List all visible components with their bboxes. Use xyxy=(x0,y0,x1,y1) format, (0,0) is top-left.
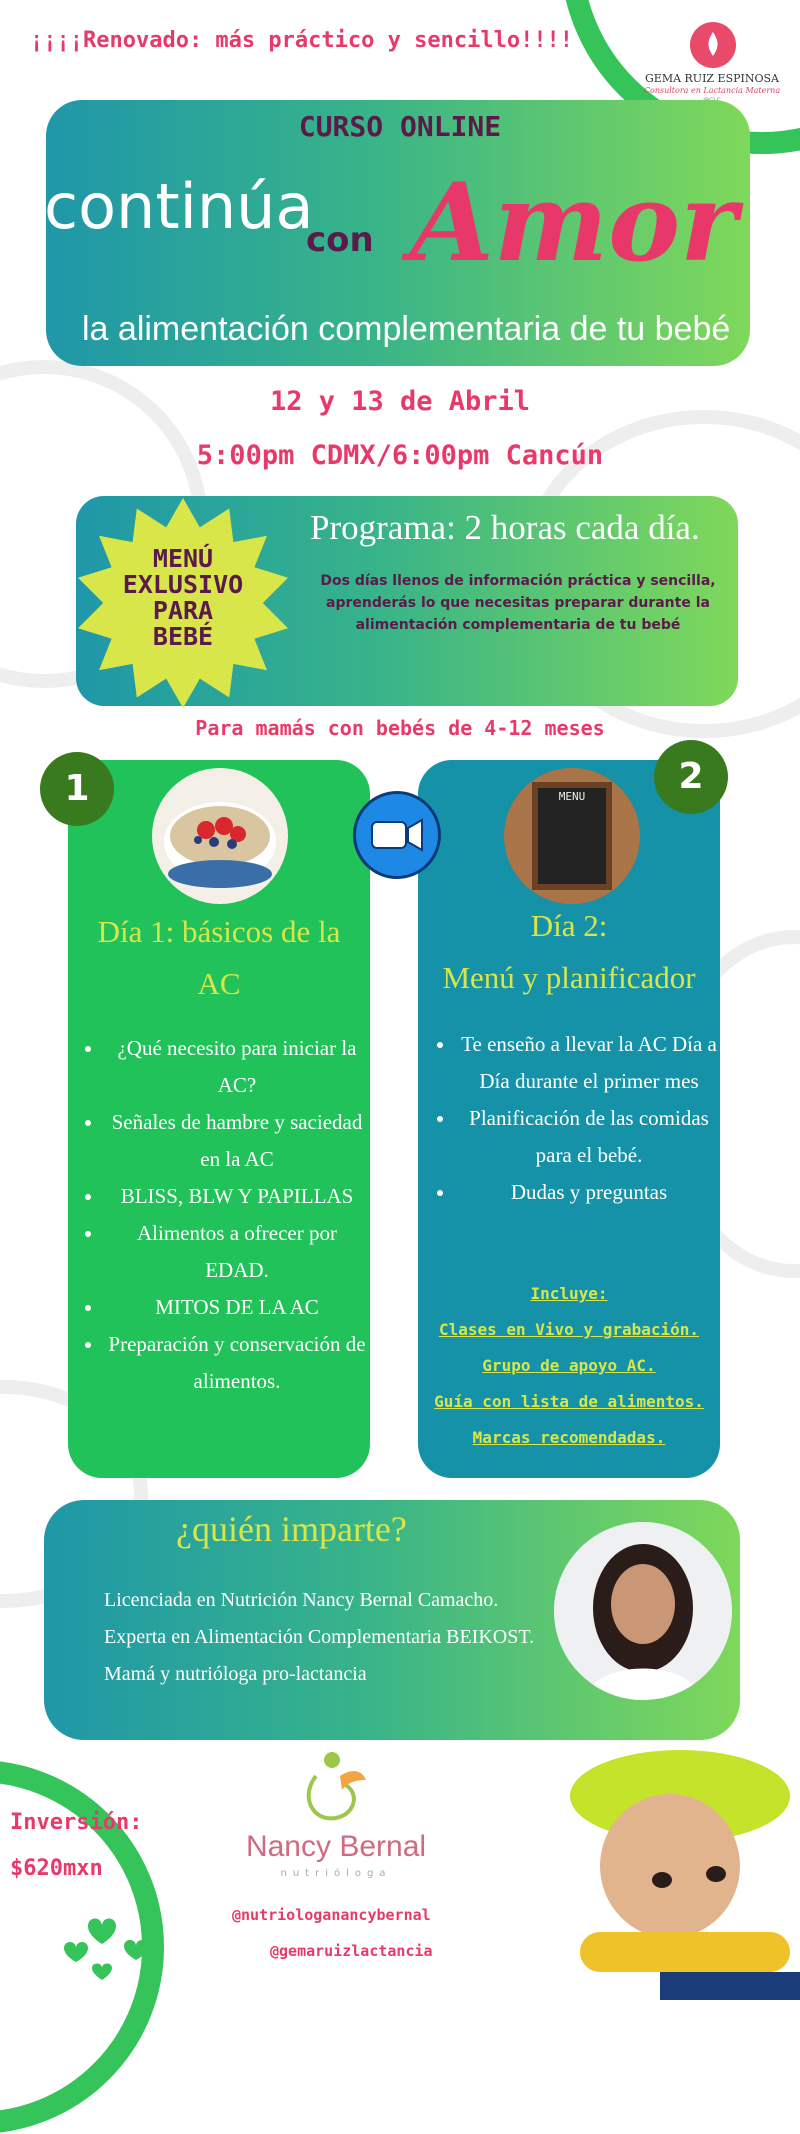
course-dates: 12 y 13 de Abril xyxy=(269,386,531,417)
social-handle[interactable]: @gemaruizlactancia xyxy=(270,1942,433,1960)
includes-title: Incluye: xyxy=(530,1284,608,1303)
day2-title-line1: Día 2: xyxy=(530,908,608,943)
audience-text: Para mamás con bebés de 4-12 meses xyxy=(195,716,605,740)
hero-line-2: con xyxy=(306,220,374,260)
list-item: • Alimentos a ofrecer por EDAD. xyxy=(104,1215,370,1289)
includes-item: Clases en Vivo y grabación. xyxy=(438,1320,700,1339)
price-label: Inversión: xyxy=(10,1810,143,1835)
oatmeal-bowl-image xyxy=(152,768,288,904)
instructor-bio-line: Licenciada en Nutrición Nancy Bernal Camacho. xyxy=(104,1589,499,1611)
day1-topic-list xyxy=(76,1030,370,1400)
hero-line-1: continúa xyxy=(44,170,314,243)
program-description: Dos días llenos de información práctica y sencilla, aprenderás lo que necesitas preparar durante la alimentación complementaria de tu bebé xyxy=(320,573,716,633)
day1-number-badge: 1 xyxy=(40,752,114,826)
instructor-bio-line: Experta en Alimentación Complementaria BEIKOST. xyxy=(104,1626,535,1648)
hero-line-3: la alimentación complementaria de tu bebé xyxy=(82,310,731,348)
logo-subtitle: Consultora en Lactancia Materna xyxy=(643,86,781,95)
menu-chalkboard-image xyxy=(504,768,640,904)
day2-title-line2: Menú y planificador xyxy=(442,960,696,995)
hearts-icon xyxy=(58,1906,178,1986)
day2-topic-list xyxy=(428,1026,722,1211)
day2-number-badge: 2 xyxy=(654,740,728,814)
day1-title: Día 1: básicos de la AC xyxy=(97,914,341,1001)
brand-name: Nancy Bernal xyxy=(245,1830,427,1863)
gema-logo-icon xyxy=(690,22,736,68)
list-item: • Preparación y conservación de alimentos. xyxy=(104,1326,370,1400)
baby-eating-corn-image xyxy=(540,1746,800,2000)
list-item: • BLISS, BLW Y PAPILLAS xyxy=(104,1178,370,1215)
hero-highlight: Amor xyxy=(410,160,738,286)
course-times: 5:00pm CDMX/6:00pm Cancún xyxy=(196,440,604,471)
video-camera-icon xyxy=(353,791,441,879)
list-item: • MITOS DE LA AC xyxy=(104,1289,370,1326)
list-item: • Te enseño a llevar la AC Día a Día durante el primer mes xyxy=(456,1026,722,1100)
brand-role: nutrióloga xyxy=(280,1868,392,1879)
menu-photo-label: MENU xyxy=(558,790,586,803)
includes-item: Guía con lista de alimentos. xyxy=(434,1392,704,1411)
social-handle[interactable]: @nutriologanancybernal xyxy=(232,1906,431,1924)
instructor-photo xyxy=(554,1522,732,1700)
instructor-bio xyxy=(104,1582,538,1693)
logo-name: GEMA RUIZ ESPINOSA xyxy=(645,72,779,85)
instructor-heading: ¿quién imparte? xyxy=(176,1509,407,1549)
includes-item: Grupo de apoyo AC. xyxy=(482,1356,656,1375)
course-type: CURSO ONLINE xyxy=(298,110,502,143)
program-title: Programa: 2 horas cada día. xyxy=(310,508,700,547)
nancy-bernal-logo-icon xyxy=(296,1746,376,1826)
includes-item: Marcas recomendadas. xyxy=(472,1428,666,1447)
list-item: • Dudas y preguntas xyxy=(456,1174,722,1211)
instructor-bio-line: Mamá y nutrióloga pro-lactancia xyxy=(104,1663,367,1685)
list-item: • Planificación de las comidas para el bebé. xyxy=(456,1100,722,1174)
list-item: • Señales de hambre y saciedad en la AC xyxy=(104,1104,370,1178)
price-value: $620mxn xyxy=(10,1856,103,1881)
tagline: ¡¡¡¡Renovado: más práctico y sencillo!!!! xyxy=(30,28,574,53)
list-item: • ¿Qué necesito para iniciar la AC? xyxy=(104,1030,370,1104)
menu-badge-text: MENÚ EXLUSIVO PARA BEBÉ xyxy=(122,544,244,651)
